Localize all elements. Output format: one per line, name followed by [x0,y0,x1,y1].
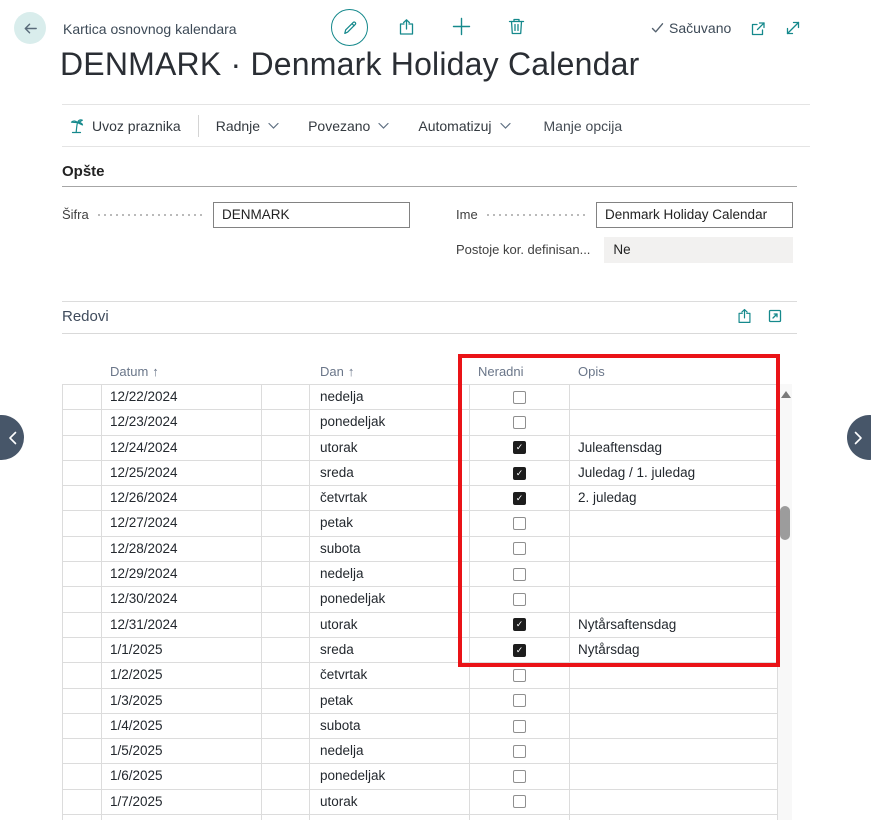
spacer-cell [262,764,310,788]
code-input[interactable]: DENMARK [213,202,410,228]
nonworking-cell[interactable] [470,562,570,586]
page-caption: Kartica osnovnog kalendara [63,21,237,37]
day-cell[interactable]: ponedeljak [310,410,470,434]
row-selector[interactable] [62,663,102,687]
saved-label: Sačuvano [669,20,732,36]
import-holidays-label: Uvoz praznika [92,117,181,134]
general-section-title[interactable]: Opšte [62,163,105,180]
table-rows [62,384,779,814]
trash-icon [506,16,527,37]
table-header-row [62,358,779,384]
page-title: DENMARK · Denmark Holiday Calendar [60,46,640,82]
nonworking-checkbox[interactable]: ✓ [513,618,526,631]
table-row[interactable] [62,536,779,561]
description-cell[interactable] [570,385,778,409]
scrollbar-up-arrow[interactable] [781,391,791,398]
fewer-options-button[interactable]: Manje opcija [543,117,623,134]
nonworking-cell[interactable] [470,537,570,561]
row-selector[interactable] [62,385,102,409]
table-row-partial [62,814,779,820]
spacer-cell [262,436,310,460]
open-in-window-button[interactable] [749,20,767,38]
nonworking-checkbox[interactable] [513,593,526,606]
nonworking-checkbox[interactable]: ✓ [513,441,526,454]
day-cell[interactable]: petak [310,511,470,535]
general-section-divider [62,186,797,187]
nonworking-cell[interactable] [470,461,570,485]
date-cell[interactable]: 12/30/2024 [102,587,262,611]
menu-related[interactable] [308,118,389,134]
nonworking-checkbox[interactable] [513,391,526,404]
nonworking-checkbox[interactable] [513,720,526,733]
menu-actions[interactable] [216,118,279,134]
nonworking-cell[interactable] [470,790,570,814]
day-cell[interactable]: utorak [310,436,470,460]
date-cell[interactable]: 1/6/2025 [102,764,262,788]
day-cell[interactable]: četvrtak [310,486,470,510]
nonworking-cell[interactable] [470,638,570,662]
table-row[interactable] [62,460,779,485]
name-label: Ime [456,207,478,222]
menu-actions-label: Radnje [215,117,261,134]
row-selector[interactable] [62,562,102,586]
nonworking-checkbox[interactable] [513,416,526,429]
table-row[interactable] [62,409,779,434]
nonworking-checkbox[interactable]: ✓ [513,644,526,657]
date-cell[interactable]: 1/7/2025 [102,790,262,814]
customized-value: Ne [604,237,793,263]
date-cell[interactable]: 1/4/2025 [102,714,262,738]
action-bar [62,104,810,147]
nonworking-cell[interactable] [470,436,570,460]
nonworking-checkbox[interactable] [513,770,526,783]
table-row[interactable] [62,637,779,662]
table-row[interactable] [62,713,779,738]
description-cell[interactable]: Nytårsdag [570,638,778,662]
description-cell[interactable] [570,714,778,738]
chevron-left-icon [8,431,17,445]
description-cell[interactable] [570,689,778,713]
day-cell[interactable]: nedelja [310,385,470,409]
table-row[interactable] [62,789,779,814]
description-cell[interactable] [570,511,778,535]
row-selector[interactable] [62,537,102,561]
table-scrollbar[interactable] [778,384,792,820]
spacer-cell [262,714,310,738]
row-selector[interactable] [62,613,102,637]
section-divider [62,301,797,302]
spacer-cell [262,385,310,409]
chevron-right-icon [854,431,863,445]
menu-automate[interactable] [418,118,510,134]
date-cell[interactable]: 12/22/2024 [102,385,262,409]
description-cell[interactable] [570,410,778,434]
date-cell[interactable]: 1/3/2025 [102,689,262,713]
description-cell[interactable]: 2. juledag [570,486,778,510]
save-status [651,20,731,36]
nonworking-checkbox[interactable] [513,669,526,682]
fullscreen-button[interactable] [784,19,802,37]
nonworking-checkbox[interactable] [513,542,526,555]
nonworking-checkbox[interactable] [513,745,526,758]
scrollbar-thumb[interactable] [780,506,790,540]
chevron-down-icon [268,122,279,130]
lines-share-button[interactable] [735,307,754,326]
nonworking-cell[interactable] [470,663,570,687]
row-selector[interactable] [62,739,102,763]
description-cell[interactable] [570,764,778,788]
name-input[interactable]: Denmark Holiday Calendar [596,202,793,228]
share-button[interactable] [396,17,417,38]
day-cell[interactable]: ponedeljak [310,764,470,788]
customized-field-row [456,236,793,263]
description-cell[interactable] [570,562,778,586]
row-selector[interactable] [62,764,102,788]
table-row[interactable] [62,738,779,763]
spacer-cell [262,461,310,485]
date-cell[interactable]: 1/1/2025 [102,638,262,662]
date-cell[interactable]: 12/27/2024 [102,511,262,535]
row-selector[interactable] [62,511,102,535]
popup-window-icon [749,20,767,38]
nonworking-cell[interactable] [470,385,570,409]
nonworking-cell[interactable] [470,714,570,738]
row-selector[interactable] [62,587,102,611]
column-header-day[interactable]: Dan ↑ [320,363,355,379]
spacer-cell [262,537,310,561]
chevron-down-icon [378,122,389,130]
column-header-description[interactable]: Opis [578,363,605,379]
nonworking-cell[interactable] [470,613,570,637]
description-cell[interactable]: Juleaftensdag [570,436,778,460]
code-field-row [62,201,410,228]
table-row[interactable] [62,435,779,460]
nonworking-cell[interactable] [470,410,570,434]
share-icon [735,307,754,326]
menu-related-label: Povezano [308,117,371,134]
table-row[interactable] [62,763,779,788]
description-cell[interactable]: Juledag / 1. juledag [570,461,778,485]
description-cell[interactable] [570,790,778,814]
next-record-button[interactable] [847,415,871,460]
row-selector[interactable] [62,638,102,662]
day-cell[interactable]: četvrtak [310,663,470,687]
row-selector[interactable] [62,436,102,460]
date-cell[interactable]: 12/31/2024 [102,613,262,637]
table-row[interactable] [62,612,779,637]
nonworking-checkbox[interactable] [513,795,526,808]
nonworking-cell[interactable] [470,739,570,763]
row-selector[interactable] [62,714,102,738]
code-label: Šifra [62,207,89,222]
spacer-cell [262,486,310,510]
day-cell[interactable]: sreda [310,461,470,485]
day-cell[interactable]: nedelja [310,562,470,586]
sort-ascending-icon: ↑ [347,363,355,379]
customized-label: Postoje kor. definisan... [456,242,591,257]
nonworking-checkbox[interactable] [513,568,526,581]
spacer-cell [262,790,310,814]
day-cell[interactable]: sreda [310,638,470,662]
dotted-leader [96,214,206,216]
date-cell[interactable]: 12/28/2024 [102,537,262,561]
row-selector[interactable] [62,790,102,814]
saved-check-icon [651,22,664,34]
focus-mode-icon [766,307,784,325]
nonworking-checkbox[interactable] [513,517,526,530]
table-row[interactable] [62,561,779,586]
table-row[interactable] [62,510,779,535]
table-row[interactable] [62,662,779,687]
day-cell[interactable]: nedelja [310,739,470,763]
spacer-cell [262,587,310,611]
share-icon [396,17,417,38]
description-cell[interactable]: Nytårsaftensdag [570,613,778,637]
date-cell[interactable]: 12/29/2024 [102,562,262,586]
palm-tree-icon [68,117,85,134]
table-row[interactable] [62,384,779,409]
row-selector[interactable] [62,486,102,510]
nonworking-cell[interactable] [470,486,570,510]
nonworking-cell[interactable] [470,689,570,713]
name-field-row [456,201,793,228]
previous-record-button[interactable] [0,415,24,460]
table-row[interactable] [62,586,779,611]
resize-diagonal-icon [784,19,802,37]
description-cell[interactable] [570,739,778,763]
spacer-cell [262,562,310,586]
spacer-cell [262,689,310,713]
row-selector[interactable] [62,410,102,434]
day-cell[interactable]: subota [310,537,470,561]
spacer-cell [262,511,310,535]
spacer-cell [262,739,310,763]
sort-ascending-icon: ↑ [152,363,159,379]
lines-table [62,358,779,820]
column-header-date[interactable]: Datum ↑ [110,363,159,379]
lines-focus-button[interactable] [766,307,784,325]
description-cell[interactable] [570,587,778,611]
edit-button[interactable] [331,9,368,46]
action-bar-separator [198,115,199,137]
nonworking-cell[interactable] [470,764,570,788]
day-cell[interactable]: subota [310,714,470,738]
description-cell[interactable] [570,663,778,687]
date-cell[interactable]: 12/25/2024 [102,461,262,485]
nonworking-cell[interactable] [470,511,570,535]
import-holidays-button[interactable] [62,117,181,134]
spacer-cell [262,663,310,687]
row-selector[interactable] [62,461,102,485]
day-cell[interactable]: utorak [310,790,470,814]
new-button[interactable] [450,15,473,38]
plus-icon [450,15,473,38]
back-button[interactable] [14,12,46,44]
chevron-down-icon [500,122,511,130]
nonworking-checkbox[interactable]: ✓ [513,492,526,505]
date-cell[interactable]: 12/26/2024 [102,486,262,510]
nonworking-cell[interactable] [470,587,570,611]
table-row[interactable] [62,688,779,713]
back-arrow-icon [22,20,39,37]
row-selector[interactable] [62,689,102,713]
day-cell[interactable]: ponedeljak [310,587,470,611]
column-header-nonworking[interactable]: Neradni [478,363,524,379]
dotted-leader [485,214,589,216]
pencil-icon [341,19,359,37]
spacer-cell [262,638,310,662]
spacer-cell [262,410,310,434]
nonworking-checkbox[interactable] [513,694,526,707]
day-cell[interactable]: petak [310,689,470,713]
date-cell[interactable]: 1/2/2025 [102,663,262,687]
delete-button[interactable] [506,16,527,37]
date-cell[interactable]: 1/5/2025 [102,739,262,763]
menu-automate-label: Automatizuj [418,117,492,134]
day-cell[interactable]: utorak [310,613,470,637]
lines-section-title[interactable]: Redovi [62,308,109,325]
description-cell[interactable] [570,537,778,561]
nonworking-checkbox[interactable]: ✓ [513,467,526,480]
date-cell[interactable]: 12/23/2024 [102,410,262,434]
lines-section-divider [62,333,797,334]
table-row[interactable] [62,485,779,510]
spacer-cell [262,613,310,637]
date-cell[interactable]: 12/24/2024 [102,436,262,460]
